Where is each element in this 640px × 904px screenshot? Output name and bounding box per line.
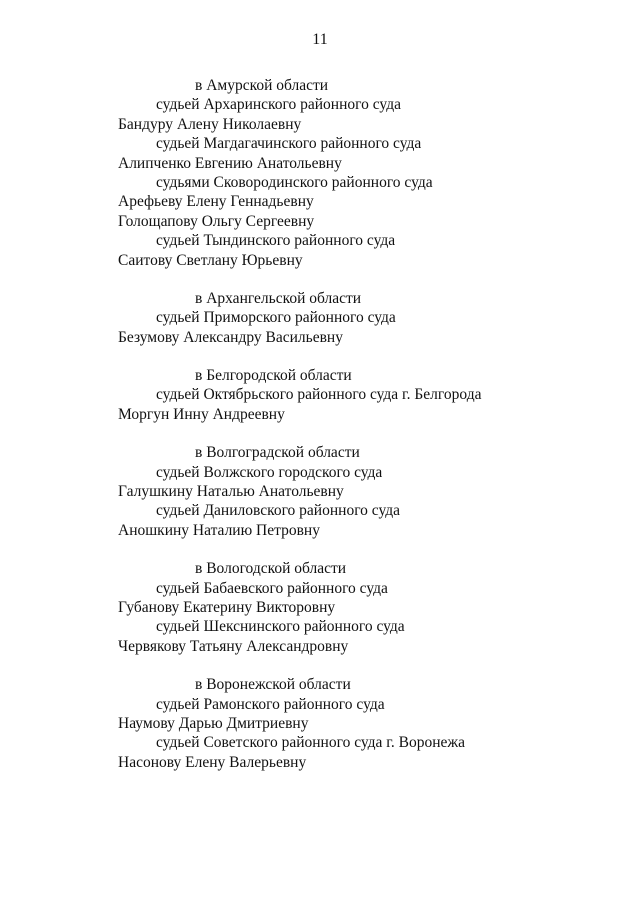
- court-line: судьей Рамонского районного суда: [156, 695, 385, 713]
- court-line: судьей Архаринского районного суда: [156, 96, 401, 114]
- region-heading: в Волгоградской области: [195, 444, 360, 462]
- person-name: Алипченко Евгению Анатольевну: [118, 154, 342, 172]
- court-line: судьей Октябрьского районного суда г. Белгорода: [156, 386, 482, 404]
- region-heading: в Архангельской области: [195, 289, 362, 307]
- region-block-amur: [118, 76, 618, 270]
- region-heading: в Воронежской области: [195, 676, 351, 694]
- region-block-vologda: [118, 559, 618, 656]
- court-line: судьей Волжского городского суда: [156, 463, 383, 481]
- region-block-volgograd: [118, 443, 618, 540]
- court-line: судьей Бабаевского районного суда: [156, 579, 388, 597]
- region-heading: в Белгородской области: [195, 367, 352, 385]
- page-number: 11: [312, 31, 328, 48]
- court-line: судьей Шекснинского районного суда: [156, 618, 405, 636]
- person-name: Бандуру Алену Николаевну: [118, 115, 302, 133]
- document-body: [118, 76, 618, 791]
- person-name: Наумову Дарью Дмитриевну: [118, 714, 309, 732]
- person-name: Голощапову Ольгу Сергеевну: [118, 212, 315, 230]
- person-name: Саитову Светлану Юрьевну: [118, 251, 303, 269]
- region-block-belgorod: [118, 366, 618, 424]
- person-name: Губанову Екатерину Викторовну: [118, 598, 336, 616]
- court-line: судьей Даниловского районного суда: [156, 502, 401, 520]
- person-name: Моргун Инну Андреевну: [118, 405, 285, 423]
- court-line: судьей Приморского районного суда: [156, 309, 396, 327]
- region-heading: в Вологодской области: [195, 560, 347, 578]
- court-line: судьей Тындинского районного суда: [156, 232, 396, 250]
- person-name: Арефьеву Елену Геннадьевну: [118, 193, 314, 211]
- region-block-arkhangelsk: [118, 289, 618, 347]
- region-heading: в Амурской области: [195, 77, 329, 94]
- person-name: Аношкину Наталию Петровну: [118, 521, 320, 539]
- court-line: судьей Магдагачинского районного суда: [156, 135, 422, 153]
- court-line: судьей Советского районного суда г. Воронежа: [156, 734, 465, 752]
- court-line: судьями Сковородинского районного суда: [156, 173, 433, 191]
- region-block-voronezh: [118, 675, 618, 772]
- person-name: Насонову Елену Валерьевну: [118, 753, 307, 771]
- person-name: Безумову Александру Васильевну: [118, 328, 343, 346]
- person-name: Червякову Татьяну Александровну: [118, 637, 349, 655]
- person-name: Галушкину Наталью Анатольевну: [118, 483, 344, 501]
